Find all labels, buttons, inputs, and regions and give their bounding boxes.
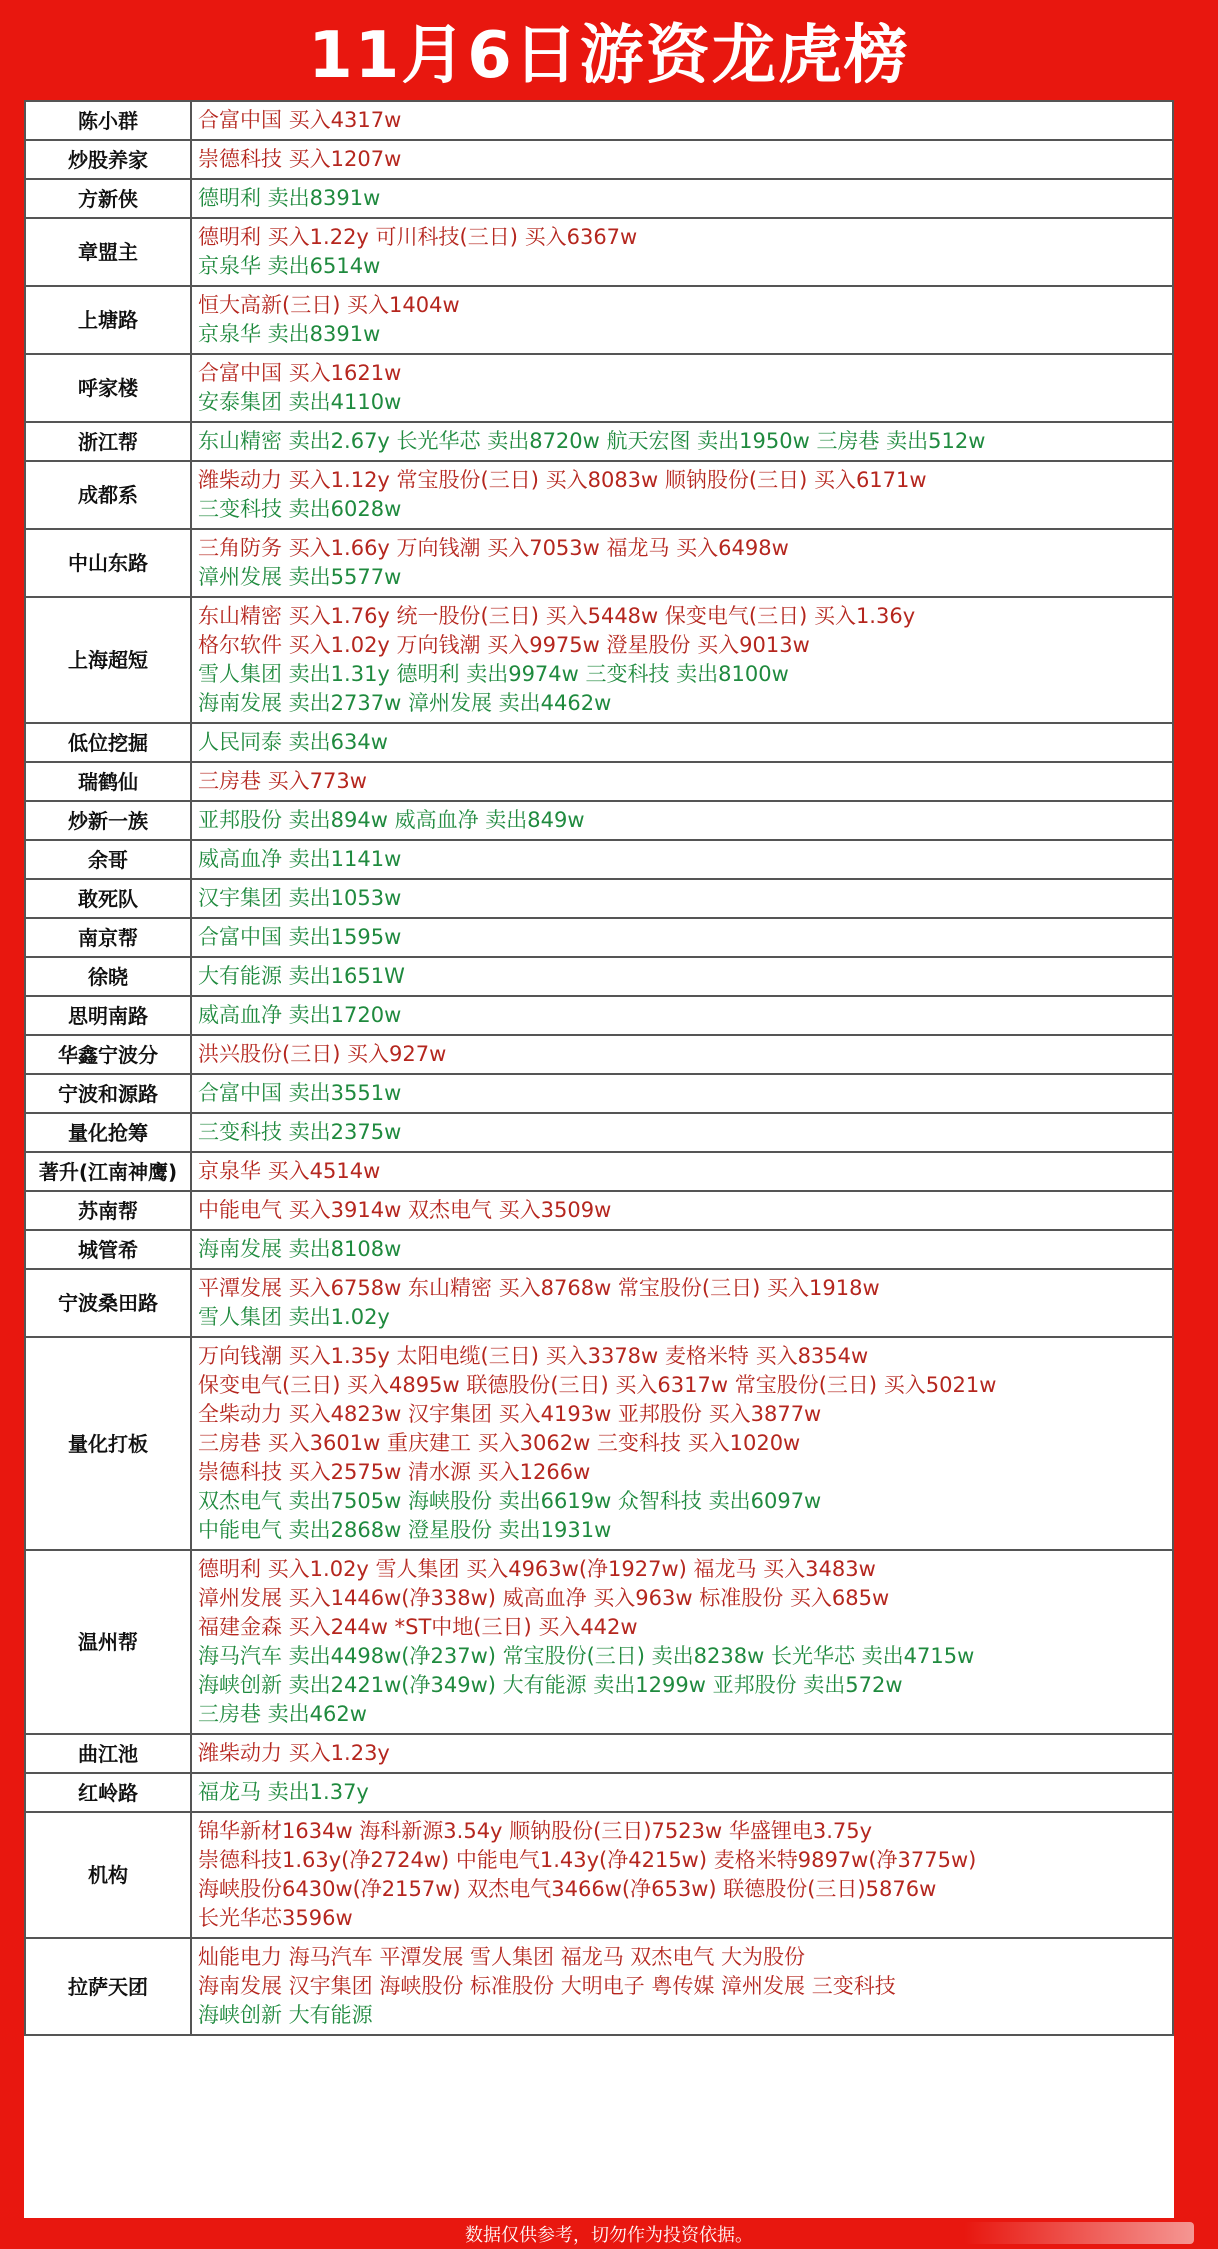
trader-name: 曲江池 xyxy=(25,1734,191,1773)
table-row xyxy=(25,1938,1173,2035)
trade-details xyxy=(191,1152,1173,1191)
table-row xyxy=(25,1191,1173,1230)
trade-line: 合富中国 买入1621w xyxy=(198,361,402,385)
trade-details xyxy=(191,801,1173,840)
trade-line: 平潭发展 买入6758w 东山精密 买入8768w 常宝股份(三日) 买入1918w xyxy=(198,1276,880,1300)
trader-name: 宁波和源路 xyxy=(25,1074,191,1113)
trade-details xyxy=(191,1191,1173,1230)
trade-details xyxy=(191,1337,1173,1550)
trade-line: 雪人集团 卖出1.31y 德明利 卖出9974w 三变科技 卖出8100w xyxy=(198,662,789,686)
trader-name: 宁波桑田路 xyxy=(25,1269,191,1337)
ranking-panel xyxy=(24,100,1174,2218)
trader-name: 敢死队 xyxy=(25,879,191,918)
trade-line: 大有能源 卖出1651W xyxy=(198,964,405,988)
trade-details xyxy=(191,996,1173,1035)
trader-name: 机构 xyxy=(25,1812,191,1938)
trade-line: 海南发展 卖出2737w 漳州发展 卖出4462w xyxy=(198,691,612,715)
trade-line: 格尔软件 买入1.02y 万向钱潮 买入9975w 澄星股份 买入9013w xyxy=(198,633,810,657)
trader-name: 低位挖掘 xyxy=(25,723,191,762)
trader-name: 上海超短 xyxy=(25,597,191,723)
trader-name: 量化抢筹 xyxy=(25,1113,191,1152)
trade-line: 潍柴动力 买入1.12y 常宝股份(三日) 买入8083w 顺钠股份(三日) 买入6171w xyxy=(198,468,927,492)
table-row xyxy=(25,1074,1173,1113)
table-row xyxy=(25,1269,1173,1337)
trade-details xyxy=(191,461,1173,529)
trader-name: 温州帮 xyxy=(25,1550,191,1734)
trader-name: 著升(江南神鹰) xyxy=(25,1152,191,1191)
trade-line: 双杰电气 卖出7505w 海峡股份 卖出6619w 众智科技 卖出6097w xyxy=(198,1489,822,1513)
trader-name: 章盟主 xyxy=(25,218,191,286)
trade-line: 恒大高新(三日) 买入1404w xyxy=(198,293,460,317)
trade-line: 锦华新材1634w 海科新源3.54y 顺钠股份(三日)7523w 华盛锂电3.75y xyxy=(198,1819,873,1843)
trader-name: 成都系 xyxy=(25,461,191,529)
trade-line: 三房巷 卖出462w xyxy=(198,1702,367,1726)
trade-details xyxy=(191,1269,1173,1337)
trader-name: 苏南帮 xyxy=(25,1191,191,1230)
trade-line: 威高血净 卖出1720w xyxy=(198,1003,402,1027)
table-row xyxy=(25,1773,1173,1812)
trade-line: 海峡创新 大有能源 xyxy=(198,2003,373,2027)
trader-name: 呼家楼 xyxy=(25,354,191,422)
trade-details xyxy=(191,597,1173,723)
table-row xyxy=(25,762,1173,801)
trader-name: 方新侠 xyxy=(25,179,191,218)
trade-details xyxy=(191,918,1173,957)
trade-line: 万向钱潮 买入1.35y 太阳电缆(三日) 买入3378w 麦格米特 买入8354w xyxy=(198,1344,869,1368)
trade-line: 灿能电力 海马汽车 平潭发展 雪人集团 福龙马 双杰电气 大为股份 xyxy=(198,1945,806,1969)
table-row xyxy=(25,597,1173,723)
trade-line: 京泉华 卖出8391w xyxy=(198,322,381,346)
trade-details xyxy=(191,1035,1173,1074)
trader-name: 南京帮 xyxy=(25,918,191,957)
trade-details xyxy=(191,1550,1173,1734)
trade-details xyxy=(191,1773,1173,1812)
table-row xyxy=(25,1230,1173,1269)
trader-name: 中山东路 xyxy=(25,529,191,597)
trade-line: 德明利 卖出8391w xyxy=(198,186,381,210)
table-row xyxy=(25,1113,1173,1152)
table-row xyxy=(25,140,1173,179)
trade-details xyxy=(191,840,1173,879)
trade-line: 潍柴动力 买入1.23y xyxy=(198,1741,390,1765)
trade-details xyxy=(191,957,1173,996)
trader-name: 城管希 xyxy=(25,1230,191,1269)
trade-details xyxy=(191,762,1173,801)
trade-line: 人民同泰 卖出634w xyxy=(198,730,388,754)
table-row xyxy=(25,957,1173,996)
trader-name: 炒新一族 xyxy=(25,801,191,840)
trade-line: 合富中国 买入4317w xyxy=(198,108,402,132)
trade-line: 漳州发展 买入1446w(净338w) 威高血净 买入963w 标准股份 买入685w xyxy=(198,1586,890,1610)
trade-details xyxy=(191,286,1173,354)
trade-details xyxy=(191,1812,1173,1938)
trade-line: 三角防务 买入1.66y 万向钱潮 买入7053w 福龙马 买入6498w xyxy=(198,536,789,560)
trader-name: 徐晓 xyxy=(25,957,191,996)
trader-name: 华鑫宁波分 xyxy=(25,1035,191,1074)
trade-line: 福龙马 卖出1.37y xyxy=(198,1780,369,1804)
trader-name: 上塘路 xyxy=(25,286,191,354)
trade-line: 中能电气 买入3914w 双杰电气 买入3509w xyxy=(198,1198,612,1222)
table-row xyxy=(25,723,1173,762)
trade-details xyxy=(191,422,1173,461)
table-row xyxy=(25,179,1173,218)
table-row xyxy=(25,101,1173,140)
trade-line: 长光华芯3596w xyxy=(198,1906,353,1930)
trade-line: 汉宇集团 卖出1053w xyxy=(198,886,402,910)
trade-details xyxy=(191,1074,1173,1113)
table-row xyxy=(25,218,1173,286)
trade-line: 中能电气 卖出2868w 澄星股份 卖出1931w xyxy=(198,1518,612,1542)
trade-line: 海峡股份6430w(净2157w) 双杰电气3466w(净653w) 联德股份(三日)5876w xyxy=(198,1877,937,1901)
trade-line: 德明利 买入1.02y 雪人集团 买入4963w(净1927w) 福龙马 买入3483w xyxy=(198,1557,876,1581)
trader-name: 红岭路 xyxy=(25,1773,191,1812)
trade-line: 全柴动力 买入4823w 汉宇集团 买入4193w 亚邦股份 买入3877w xyxy=(198,1402,822,1426)
trader-name: 拉萨天团 xyxy=(25,1938,191,2035)
trade-line: 海峡创新 卖出2421w(净349w) 大有能源 卖出1299w 亚邦股份 卖出572w xyxy=(198,1673,903,1697)
trade-line: 崇德科技 买入1207w xyxy=(198,147,402,171)
trade-line: 亚邦股份 卖出894w 威高血净 卖出849w xyxy=(198,808,585,832)
trade-line: 京泉华 卖出6514w xyxy=(198,254,381,278)
trade-details xyxy=(191,1113,1173,1152)
trade-line: 三房巷 买入3601w 重庆建工 买入3062w 三变科技 买入1020w xyxy=(198,1431,801,1455)
trade-line: 崇德科技1.63y(净2724w) 中能电气1.43y(净4215w) 麦格米特9897w(净3775w) xyxy=(198,1848,977,1872)
page-title: 11月6日游资龙虎榜 xyxy=(308,19,910,93)
table-row xyxy=(25,1152,1173,1191)
trade-line: 合富中国 卖出3551w xyxy=(198,1081,402,1105)
trade-details xyxy=(191,1734,1173,1773)
trader-name: 瑞鹤仙 xyxy=(25,762,191,801)
table-row xyxy=(25,354,1173,422)
trade-details xyxy=(191,1938,1173,2035)
trade-line: 雪人集团 卖出1.02y xyxy=(198,1305,390,1329)
table-row xyxy=(25,918,1173,957)
trade-line: 福建金森 买入244w *ST中地(三日) 买入442w xyxy=(198,1615,638,1639)
table-row xyxy=(25,996,1173,1035)
trade-line: 三变科技 卖出2375w xyxy=(198,1120,402,1144)
trade-details xyxy=(191,1230,1173,1269)
table-row xyxy=(25,801,1173,840)
trade-details xyxy=(191,101,1173,140)
trade-line: 三变科技 卖出6028w xyxy=(198,497,402,521)
ranking-table xyxy=(24,100,1174,2036)
disclaimer-footer: 数据仅供参考，切勿作为投资依据。 xyxy=(465,2224,753,2246)
trader-name: 浙江帮 xyxy=(25,422,191,461)
table-row xyxy=(25,1812,1173,1938)
table-row xyxy=(25,1734,1173,1773)
trade-line: 保变电气(三日) 买入4895w 联德股份(三日) 买入6317w 常宝股份(三日) 买入5021w xyxy=(198,1373,997,1397)
table-row xyxy=(25,1035,1173,1074)
trade-line: 崇德科技 买入2575w 清水源 买入1266w xyxy=(198,1460,591,1484)
trade-line: 东山精密 卖出2.67y 长光华芯 卖出8720w 航天宏图 卖出1950w 三房巷 卖出512w xyxy=(198,429,986,453)
trade-line: 威高血净 卖出1141w xyxy=(198,847,402,871)
trade-details xyxy=(191,354,1173,422)
table-row xyxy=(25,879,1173,918)
trader-name: 陈小群 xyxy=(25,101,191,140)
trade-line: 安泰集团 卖出4110w xyxy=(198,390,402,414)
trade-line: 海南发展 汉宇集团 海峡股份 标准股份 大明电子 粤传媒 漳州发展 三变科技 xyxy=(198,1974,896,1998)
trade-line: 德明利 买入1.22y 可川科技(三日) 买入6367w xyxy=(198,225,638,249)
table-row xyxy=(25,529,1173,597)
trade-details xyxy=(191,879,1173,918)
trade-line: 合富中国 卖出1595w xyxy=(198,925,402,949)
trader-name: 余哥 xyxy=(25,840,191,879)
table-row xyxy=(25,461,1173,529)
trade-details xyxy=(191,529,1173,597)
trade-line: 东山精密 买入1.76y 统一股份(三日) 买入5448w 保变电气(三日) 买入1.36y xyxy=(198,604,916,628)
trader-name: 炒股养家 xyxy=(25,140,191,179)
trade-line: 漳州发展 卖出5577w xyxy=(198,565,402,589)
table-row xyxy=(25,1550,1173,1734)
table-row xyxy=(25,1337,1173,1550)
trader-name: 思明南路 xyxy=(25,996,191,1035)
trade-details xyxy=(191,218,1173,286)
trade-line: 海马汽车 卖出4498w(净237w) 常宝股份(三日) 卖出8238w 长光华芯 卖出4715w xyxy=(198,1644,975,1668)
table-row xyxy=(25,422,1173,461)
trade-line: 三房巷 买入773w xyxy=(198,769,367,793)
trader-name: 量化打板 xyxy=(25,1337,191,1550)
trade-details xyxy=(191,179,1173,218)
trade-details xyxy=(191,140,1173,179)
trade-line: 海南发展 卖出8108w xyxy=(198,1237,402,1261)
table-row xyxy=(25,840,1173,879)
watermark-logo xyxy=(964,2222,1194,2244)
trade-details xyxy=(191,723,1173,762)
trade-line: 京泉华 买入4514w xyxy=(198,1159,381,1183)
trade-line: 洪兴股份(三日) 买入927w xyxy=(198,1042,447,1066)
table-row xyxy=(25,286,1173,354)
